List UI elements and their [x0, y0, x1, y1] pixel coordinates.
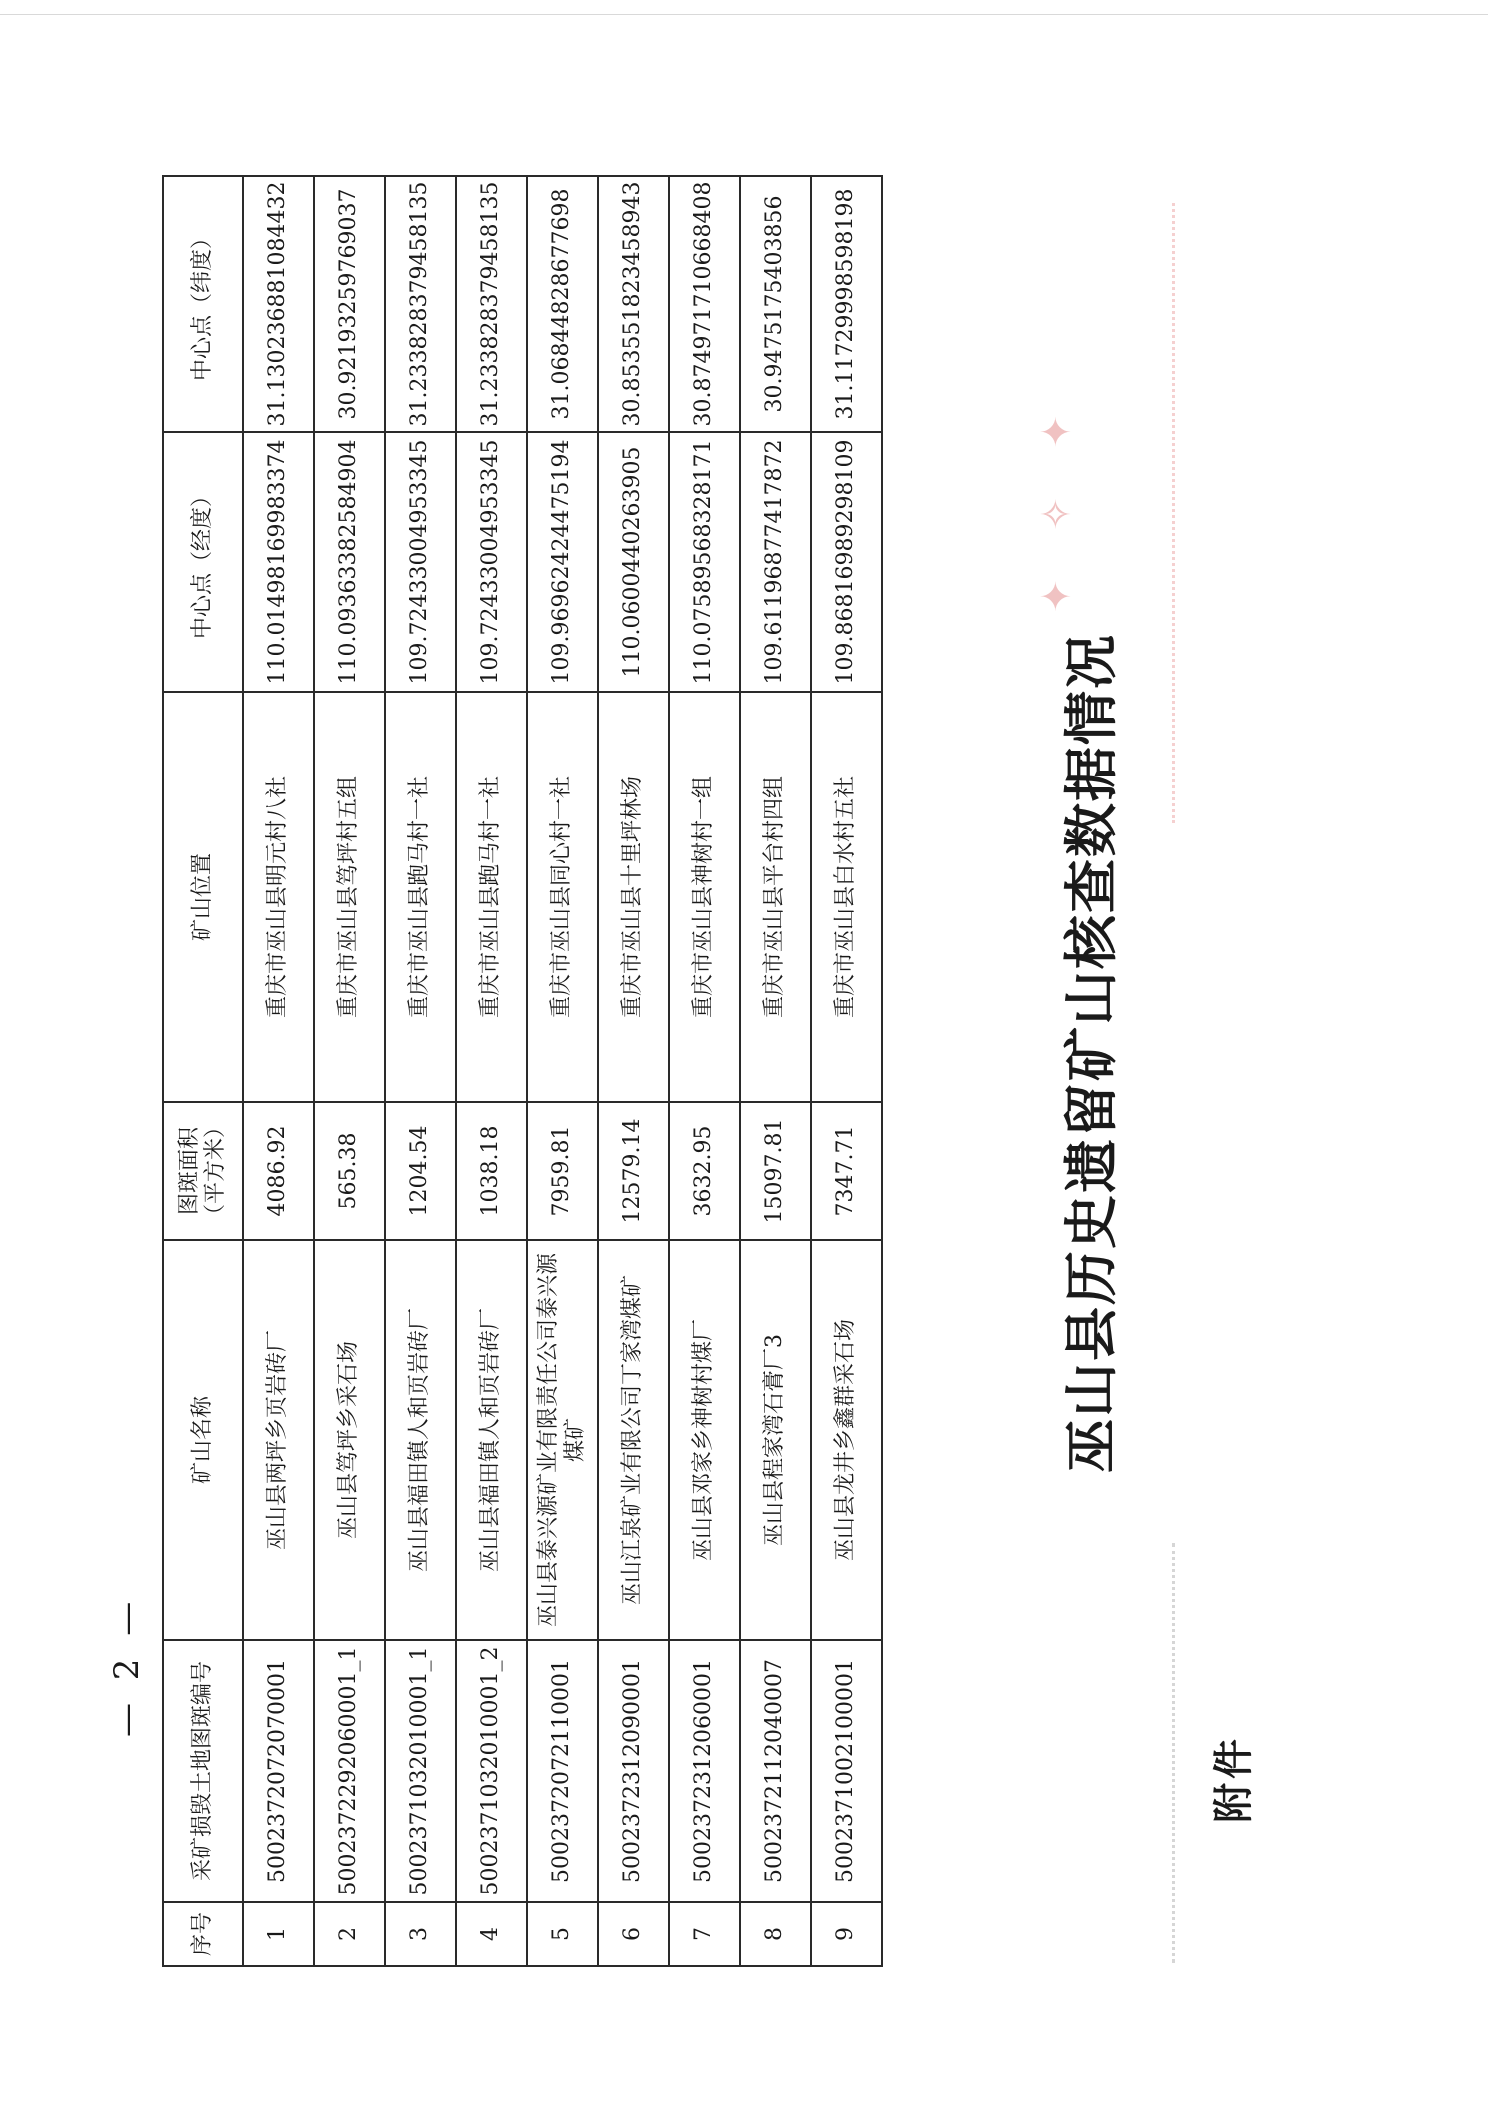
- cell-area: 565.38: [314, 1102, 385, 1240]
- table-row: [527, 176, 598, 1966]
- header-latitude: 中心点（纬度）: [163, 176, 243, 432]
- cell-parcel-id: 500237231206000​1: [669, 1640, 740, 1902]
- cell-area: 1204.54: [385, 1102, 456, 1240]
- cell-latitude: 31.13023688108​4432: [243, 176, 314, 432]
- table-row: [669, 176, 740, 1966]
- table-row: [243, 176, 314, 1966]
- cell-location: 重庆市巫山县十里坪林场: [598, 692, 669, 1102]
- cell-area: 12579.14: [598, 1102, 669, 1240]
- cell-longitude: 110.0758956832​8171: [669, 432, 740, 692]
- cell-mine-name: 巫山县程家湾石膏厂3: [740, 1240, 811, 1640]
- mine-data-table: [162, 175, 883, 1967]
- table-row: [598, 176, 669, 1966]
- cell-mine-name: 巫山县龙井乡鑫群采石场: [811, 1240, 882, 1640]
- cell-area: 1038.18: [456, 1102, 527, 1240]
- cell-index: 3: [385, 1902, 456, 1966]
- table-header-row: [163, 176, 243, 1966]
- header-area: 图斑面积（平方米）: [163, 1102, 243, 1240]
- cell-mine-name: 巫山县福田镇人和页岩砖厂: [385, 1240, 456, 1640]
- table-row: [740, 176, 811, 1966]
- header-location: 矿山位置: [163, 692, 243, 1102]
- header-index: 序号: [163, 1902, 243, 1966]
- cell-parcel-id: 500237103201000​1_1: [385, 1640, 456, 1902]
- cell-location: 重庆市巫山县跑马村一社: [385, 692, 456, 1102]
- cell-longitude: 109.7243300495​3345: [385, 432, 456, 692]
- cell-area: 3632.95: [669, 1102, 740, 1240]
- cell-index: 8: [740, 1902, 811, 1966]
- cell-area: 15097.81: [740, 1102, 811, 1240]
- cell-latitude: 31.23382837945​8135: [385, 176, 456, 432]
- cell-latitude: 31.06844828677​698: [527, 176, 598, 432]
- table-row: [385, 176, 456, 1966]
- scan-artifact-dots: [1172, 1543, 1175, 1963]
- cell-parcel-id: 500237103201000​1_2: [456, 1640, 527, 1902]
- faint-stamp-line: [1172, 203, 1175, 823]
- cell-area: 7347.71: [811, 1102, 882, 1240]
- cell-index: 2: [314, 1902, 385, 1966]
- cell-mine-name: 巫山县笃坪乡采石场: [314, 1240, 385, 1640]
- cell-latitude: 30.94751754038​56: [740, 176, 811, 432]
- cell-location: 重庆市巫山县明元村八社: [243, 692, 314, 1102]
- cell-location: 重庆市巫山县白水村五社: [811, 692, 882, 1102]
- cell-parcel-id: 500237100210000​1: [811, 1640, 882, 1902]
- cell-mine-name: 巫山县邓家乡神树村煤厂: [669, 1240, 740, 1640]
- top-edge-rule: [0, 14, 1488, 15]
- cell-index: 4: [456, 1902, 527, 1966]
- cell-longitude: 110.0936338258​4904: [314, 432, 385, 692]
- cell-index: 6: [598, 1902, 669, 1966]
- header-mine-name: 矿山名称: [163, 1240, 243, 1640]
- cell-index: 7: [669, 1902, 740, 1966]
- cell-latitude: 30.92193259769​037: [314, 176, 385, 432]
- cell-longitude: 109.8681698929​8109: [811, 432, 882, 692]
- cell-location: 重庆市巫山县笃坪村五组: [314, 692, 385, 1102]
- header-longitude: 中心点（经度）: [163, 432, 243, 692]
- cell-index: 5: [527, 1902, 598, 1966]
- cell-mine-name: 巫山县两坪乡页岩砖厂: [243, 1240, 314, 1640]
- cell-mine-name: 巫山县泰兴源矿业有限责任公司泰兴源煤矿: [527, 1240, 598, 1640]
- cell-latitude: 30.87497171066​8408: [669, 176, 740, 432]
- page-number: — 2 —: [107, 1595, 147, 1737]
- annex-label: 附件: [1211, 1735, 1257, 1823]
- faint-stamp-mark: ✦ ✧ ✦: [1034, 397, 1080, 613]
- cell-parcel-id: 500237211204000​7: [740, 1640, 811, 1902]
- table-row: [456, 176, 527, 1966]
- cell-location: 重庆市巫山县同心村一社: [527, 692, 598, 1102]
- cell-longitude: 110.0600440263​905: [598, 432, 669, 692]
- cell-location: 重庆市巫山县平台村四组: [740, 692, 811, 1102]
- cell-index: 9: [811, 1902, 882, 1966]
- cell-latitude: 31.11729998598​198: [811, 176, 882, 432]
- cell-latitude: 30.85355182345​8943: [598, 176, 669, 432]
- table-row: [314, 176, 385, 1966]
- cell-parcel-id: 500237231209000​1: [598, 1640, 669, 1902]
- cell-parcel-id: 500237229206000​1_1: [314, 1640, 385, 1902]
- cell-location: 重庆市巫山县神树村一组: [669, 692, 740, 1102]
- cell-mine-name: 巫山江泉矿业有限公司丁家湾煤矿: [598, 1240, 669, 1640]
- cell-latitude: 31.23382837945​8135: [456, 176, 527, 432]
- cell-parcel-id: 500237207211000​1: [527, 1640, 598, 1902]
- header-parcel-id: 采矿损毁土地图斑编号: [163, 1640, 243, 1902]
- document-title: 巫山县历史遗留矿山核查数据情况: [1060, 633, 1123, 1473]
- cell-location: 重庆市巫山县跑马村一社: [456, 692, 527, 1102]
- cell-index: 1: [243, 1902, 314, 1966]
- cell-longitude: 109.7243300495​3345: [456, 432, 527, 692]
- cell-area: 4086.92: [243, 1102, 314, 1240]
- cell-longitude: 109.9696242447​5194: [527, 432, 598, 692]
- cell-longitude: 110.0149816998​3374: [243, 432, 314, 692]
- cell-mine-name: 巫山县福田镇人和页岩砖厂: [456, 1240, 527, 1640]
- cell-parcel-id: 500237207207000​1: [243, 1640, 314, 1902]
- cell-longitude: 109.6119687741​7872: [740, 432, 811, 692]
- cell-area: 7959.81: [527, 1102, 598, 1240]
- table-row: [811, 176, 882, 1966]
- rotated-document-sheet: [34, 53, 1454, 2053]
